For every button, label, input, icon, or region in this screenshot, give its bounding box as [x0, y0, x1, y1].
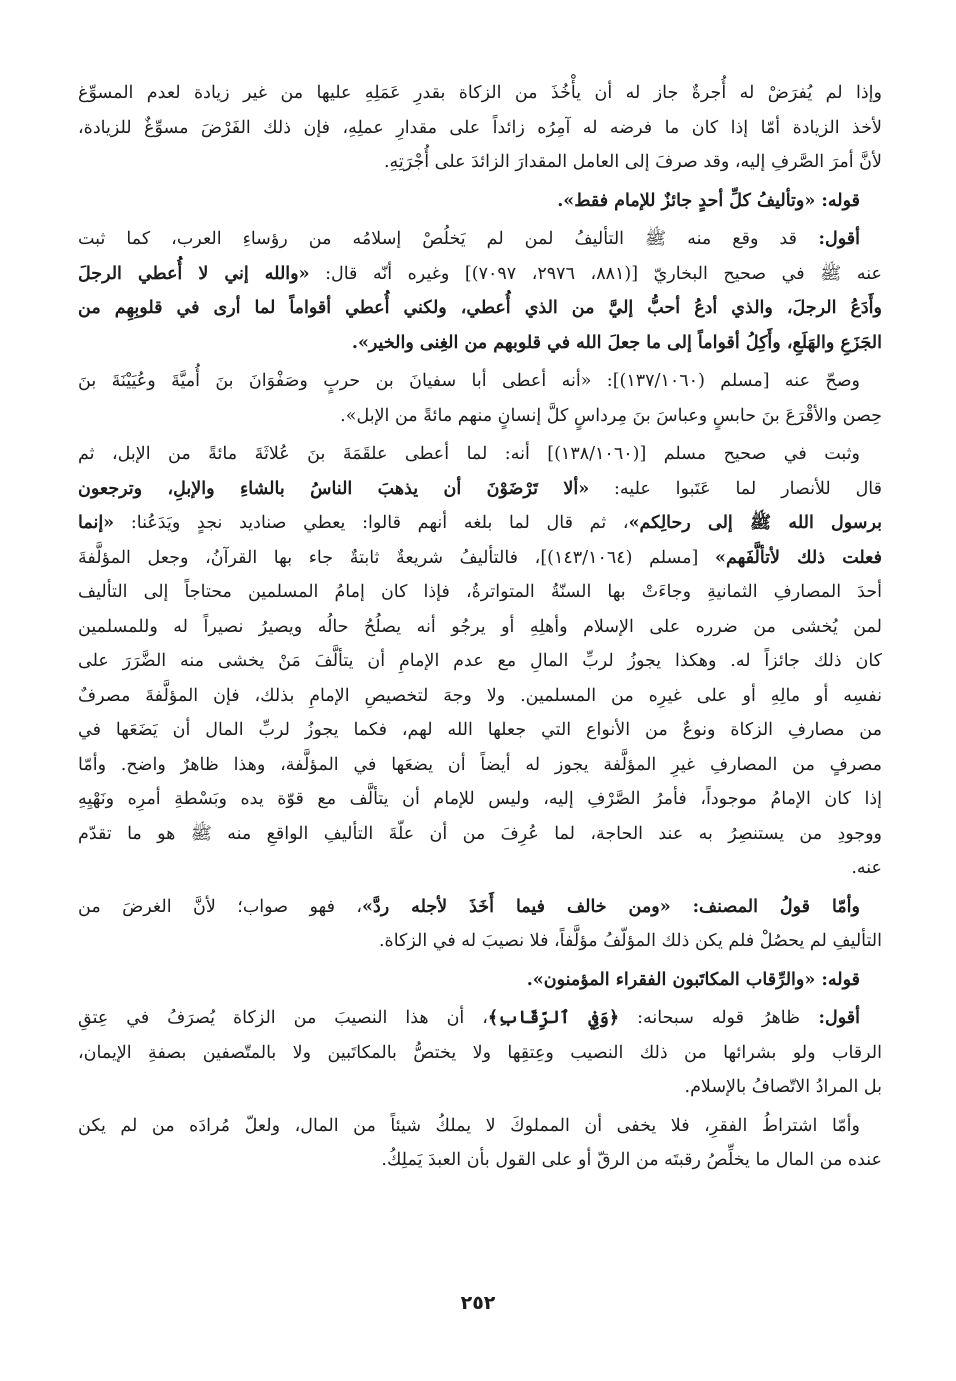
text-line	[78, 1036, 882, 1071]
paragraph	[78, 1109, 882, 1178]
paragraph	[78, 1001, 882, 1105]
text-line	[78, 111, 882, 146]
section-label: وأمّا قولُ المصنف:	[670, 896, 860, 917]
text-line	[78, 222, 882, 257]
text-segment: وثبت في صحيح مسلم [(١٣٨/١٠٦٠)] أنه: لما أعطى علقَمَةَ بنَ عُلاثَةَ مائةً من الإبل، ثم	[78, 444, 860, 464]
paragraph	[78, 890, 882, 959]
paragraph	[78, 76, 882, 180]
text-segment: نفسِه أو مالِهِ أو على غيرِه من المسلمين. ولا وجهَ لتخصيصِ الإمامِ بذلك، فإن المؤلَّفةَ مصرفٌ	[78, 685, 882, 706]
text-line	[78, 851, 882, 886]
quoted-text: وأَدَعُ الرجلَ، والذي أدعُ أحبُّ إليَّ من الذي أُعطي، ولكني أُعطي أقواماً لما أرى في قلوبِهِم من	[78, 298, 882, 318]
section-label: أقول:	[796, 229, 860, 249]
text-line	[78, 326, 882, 361]
text-segment: عنده من المال ما يخلِّصُ رقبتَه من الرقّ أو على القول بأن العبدَ يَملِكُ.	[381, 1150, 882, 1170]
text-line	[78, 924, 882, 959]
text-line	[78, 145, 882, 180]
quoted-text: الجَزَعِ والهَلَعِ، وأَكِلُ أقواماً إلى ما جعلَ الله في قلوبهم من الغِنى والخير».	[351, 332, 882, 353]
page-number: ٢٥٢	[460, 1292, 496, 1314]
text-segment: ظاهرُ قوله سبحانه:	[619, 1008, 801, 1028]
quoted-text: ﴿وَفِي ٱلرِّقَابِ﴾	[487, 1008, 620, 1028]
section-label: قوله:	[815, 969, 860, 990]
text-line	[78, 257, 882, 292]
quoted-text: «ومن خالف فيما أَخَذَ لأجله ردَّ»	[362, 896, 671, 917]
quoted-text: «إنما	[78, 513, 115, 533]
text-segment: بل المرادُ الاتّصافُ بالإسلام.	[684, 1077, 882, 1097]
text-segment: وصحّ عنه [مسلم (١٣٧/١٠٦٠)]: «أنه أعطى أبا سفيانَ بن حربٍ وصَفْوَانَ بنَ أُميَّةَ وعُيَيْنَةَ بنَ	[78, 371, 861, 391]
text-line	[78, 437, 882, 472]
text-line	[78, 76, 882, 111]
quoted-text: «والرِّقاب المكاتَبون الفقراء المؤمنون».	[526, 969, 816, 990]
text-line	[78, 399, 882, 434]
text-segment: [مسلم (١٤٣/١٠٦٤)]، فالتأليفُ شريعةٌ ثابتةٌ جاء بها القرآنُ، وجعل المؤلَّفةَ	[78, 547, 715, 568]
text-segment: قد وقع منه ﷺ التأليفُ لمن لم يَخلُصْ إسلامُه من رؤساءِ العرب، كما ثبت	[78, 229, 797, 249]
text-segment: ، فهو صواب؛ لأنَّ الغرضَ من	[78, 896, 363, 917]
quoted-text: «وتأليفُ كلِّ أحدٍ جائزٌ للإمام فقط».	[557, 190, 816, 211]
text-segment: كان ذلك جائزاً له. وهكذا يجوزُ لربِّ المالِ مع عدم الإمامِ أن يتألَّفَ مَنْ يخشى منه الضَّرَرَ على	[78, 651, 882, 671]
paragraph	[78, 437, 882, 886]
quoted-text: «والله إني لا أُعطي الرجلَ	[78, 263, 310, 284]
paragraph	[78, 364, 882, 433]
text-segment: إذا كان الإمامُ موجوداً، فأمرُ الصَّرْفِ إليه، وليس للإمام أن يتألَّف مع قوّة يده وبَسْطةِ أمرِه ونَهْيِهِ	[78, 789, 882, 809]
text-line	[78, 1001, 882, 1036]
text-line	[78, 963, 882, 998]
quoted-text: برسول الله ﷺ إلى رحالِكم»	[628, 513, 882, 533]
text-segment: عنه.	[851, 858, 882, 878]
section-label: أقول:	[800, 1008, 860, 1028]
text-line	[78, 679, 882, 714]
text-line	[78, 817, 882, 852]
quoted-text: «ألا تَرْضَوْنَ أن يذهبَ الناسُ بالشاءِ والإبلِ، وترجعون	[78, 478, 590, 499]
text-segment: وإذا لم يُفرَضْ له أُجرةٌ جاز له أن يأْخُذَ من الزكاة بقدرِ عَمَلِهِ عليها من غير زيادة لعدم المسوِّغ	[78, 83, 882, 103]
body-text	[78, 76, 882, 1178]
text-line	[78, 184, 882, 219]
quoted-text: فعلت ذلك لأتألَّفَهم»	[715, 547, 882, 568]
text-segment: ، ثم قال لما بلغه أنهم قالوا: يعطي صناديد نجدٍ ويَدَعُنا:	[114, 513, 629, 533]
text-segment: أحدَ المصارفِ الثمانيةِ وجاءَتْ بها السنّةُ المتواترةُ، فإذا كان إمامُ المسلمين محتاجاً إلى التأليف	[78, 582, 882, 602]
text-line	[78, 644, 882, 679]
text-segment: لمن يُخشى من ضرره على الإسلام وأهلِهِ أو يرجُو أنه يصلُحُ حالُه ويصيرُ نصيراً له وللمسلمين	[78, 616, 882, 637]
text-line	[78, 1109, 882, 1144]
text-segment: ، أن هذا النصيبَ من الزكاة يُصرَفُ في عِتقِ	[78, 1008, 488, 1028]
text-segment: حِصن والأقْرَعَ بنَ حابسٍ وعباسَ بنَ مِرداسٍ كلَّ إنسانٍ منهم مائةً من الإبل».	[340, 405, 882, 426]
text-segment: قال للأنصار لما عَتَبوا عليه:	[589, 478, 883, 499]
text-segment: وأمّا اشتراطُ الفقرِ، فلا يخفى أن المملوكَ لا يملكُ شيئاً من المال، ولعلّ مُرادَه من لم يكن	[78, 1115, 860, 1136]
text-line	[78, 890, 882, 925]
text-line	[78, 1143, 882, 1178]
section-label: قوله:	[815, 190, 860, 211]
paragraph	[78, 963, 882, 998]
text-line	[78, 472, 882, 507]
text-line	[78, 748, 882, 783]
paragraph	[78, 222, 882, 360]
text-segment: ووجودِ من يستنصِرُ به عند الحاجة، لما عُرِفَ من أن علّةَ التأليفِ الواقعِ منه ﷺ هو ما تقدّم	[78, 823, 882, 844]
text-segment: الرقاب ولو بشرائها من ذلك النصيب وعِتقِها ولا يختصُّ بالمكاتَبين ولا بالمتّصفين بصفةِ الإيمان،	[78, 1042, 882, 1063]
text-segment: لأنَّ أمرَ الصَّرفِ إليه، وقد صرفَ إلى العامل المقدارَ الزائدَ على أُجْرَتِهِ.	[383, 152, 882, 172]
text-line	[78, 506, 882, 541]
text-segment: من مصارفِ الزكاة ونوعٌ من الأنواع التي جعلها الله لهم، فكما يجوزُ لربِّ المال أن يَضَعَها في	[78, 720, 882, 740]
text-line	[78, 1070, 882, 1105]
text-line	[78, 610, 882, 645]
text-segment: لأخذ الزيادة أمّا إذا كان ما فرضه له آمِرُه زائداً على مقدارِ عملِهِ، فإن ذلك الفَرْضَ مسوِّغٌ للزيادة،	[78, 117, 882, 138]
text-line	[78, 575, 882, 610]
text-line	[78, 782, 882, 817]
text-line	[78, 291, 882, 326]
text-segment: عنه ﷺ في صحيح البخاريّ [(٨٨١، ٢٩٧٦، ٧٠٩٧)] وغيره أنّه قال:	[309, 263, 882, 284]
paragraph	[78, 184, 882, 219]
text-line	[78, 541, 882, 576]
text-line	[78, 713, 882, 748]
text-segment: التأليفِ لم يحصُلْ فلم يكن ذلك المؤلّفُ مؤلَّفاً، فلا نصيبَ له في الزكاة.	[378, 931, 882, 951]
text-line	[78, 364, 882, 399]
text-segment: مصرفٍ من المصارفِ غيرِ المؤلَّفة يجوز له أيضاً أن يضعَها في المؤلَّفة، وهذا ظاهرٌ واضح. وأمّا	[78, 754, 882, 775]
